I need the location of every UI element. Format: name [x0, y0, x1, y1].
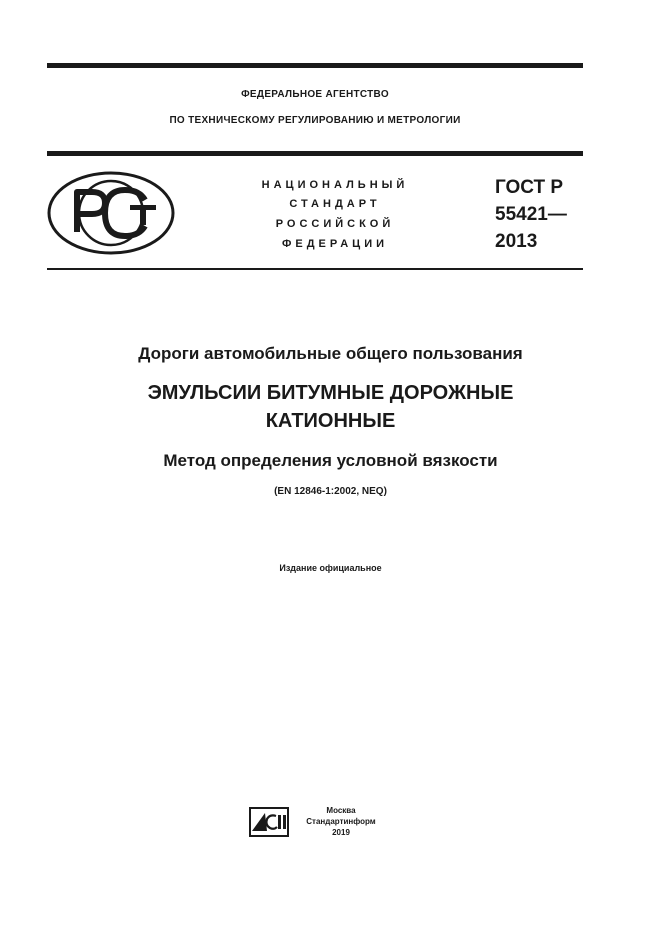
standard-type-line-2: СТАНДАРТ	[289, 198, 381, 210]
reference: (EN 12846-1:2002, NEQ)	[274, 486, 387, 497]
standard-type-line-4: ФЕДЕРАЦИИ	[281, 238, 389, 250]
main-title-line-1: ЭМУЛЬСИИ БИТУМНЫЕ ДОРОЖНЫЕ	[147, 382, 514, 404]
standard-designation-line-2: 55421—	[495, 204, 567, 225]
standard-top-rule	[47, 151, 583, 156]
publisher-year: 2019	[332, 828, 350, 837]
standard-designation-line-1: ГОСТ Р	[495, 177, 564, 198]
publisher-name: Стандартинформ	[306, 817, 376, 826]
rst-logo-icon	[47, 170, 175, 256]
subtitle: Метод определения условной вязкости	[163, 451, 498, 470]
edition-note: Издание официальное	[279, 563, 382, 573]
standard-bottom-rule	[47, 268, 583, 270]
agency-line-1: ФЕДЕРАЛЬНОЕ АГЕНТСТВО	[241, 89, 389, 100]
publisher-city: Москва	[326, 806, 356, 815]
category-title: Дороги автомобильные общего пользования	[138, 344, 523, 363]
top-rule	[47, 63, 583, 68]
standartinform-logo-icon	[249, 807, 289, 837]
standard-type-line-1: НАЦИОНАЛЬНЫЙ	[261, 179, 409, 191]
agency-line-2: ПО ТЕХНИЧЕСКОМУ РЕГУЛИРОВАНИЮ И МЕТРОЛОГИИ	[169, 115, 461, 126]
standard-designation-line-3: 2013	[495, 231, 538, 252]
main-title-line-2: КАТИОННЫЕ	[265, 410, 396, 432]
standard-type-line-3: РОССИЙСКОЙ	[275, 218, 395, 230]
